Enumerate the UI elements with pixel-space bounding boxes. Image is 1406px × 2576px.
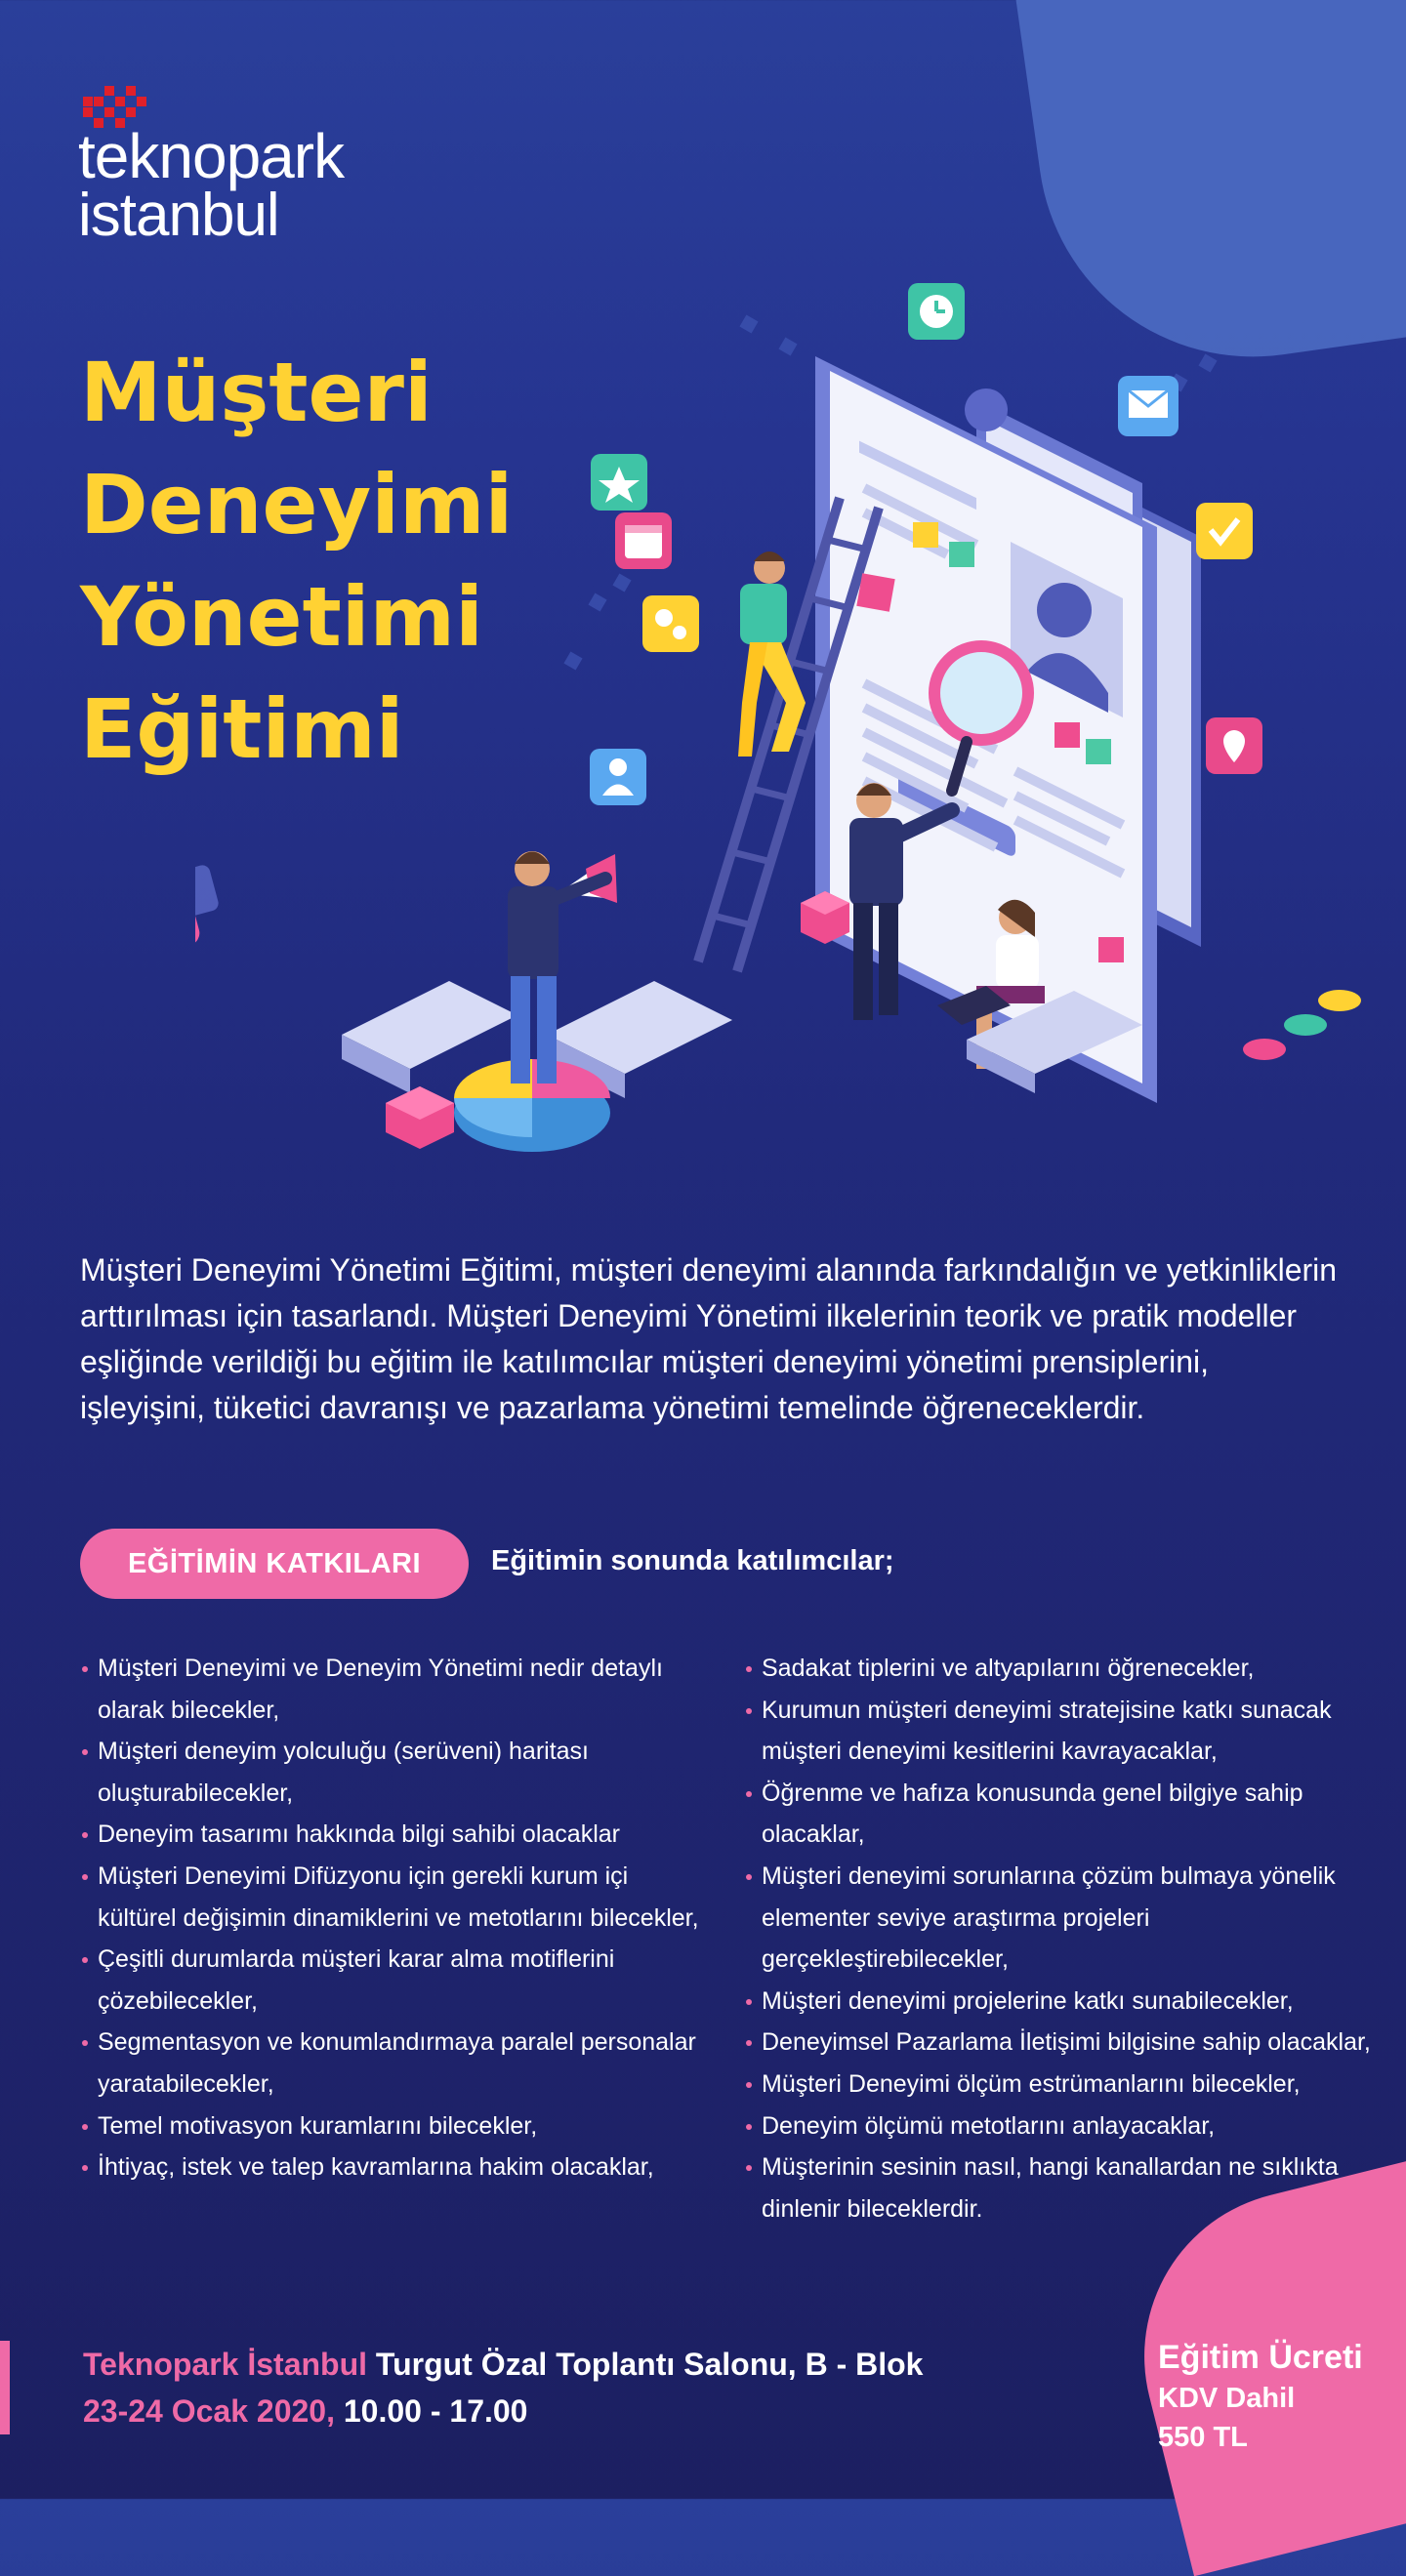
- list-item: Müşteri deneyimi sorunlarına çözüm bulmaya yönelik elementer seviye araştırma projeleri gerçekleştirebilecekler,: [744, 1856, 1379, 1981]
- list-item: Müşterinin sesinin nasıl, hangi kanallardan ne sıklıkta dinlenir bileceklerdir.: [744, 2147, 1379, 2229]
- event-location-line: [83, 2341, 923, 2388]
- title-line-4: Eğitimi: [80, 681, 404, 777]
- list-item: Temel motivasyon kuramlarını bilecekler,: [80, 2106, 705, 2147]
- list-item: Sadakat tiplerini ve altyapılarını öğrenecekler,: [744, 1648, 1379, 1690]
- contributions-list-right: [744, 1648, 1379, 2229]
- event-date-line: [83, 2388, 923, 2434]
- description-paragraph: Müşteri Deneyimi Yönetimi Eğitimi, müşteri deneyimi alanında farkındalığın ve yetkinliklerin arttırılması için tasarlandı. Müşteri Deneyimi Yönetimi ilkelerinin teorik ve pratik modeller eşliğinde verildiği bu eğitim ile katılımcılar müşteri deneyimi yönetimi prensiplerini, işleyişini, tüketici davranışı ve pazarlama yönetimi temelinde öğreneceklerdir.: [80, 1252, 1338, 1425]
- event-details: [83, 2341, 923, 2434]
- list-item: Kurumun müşteri deneyimi stratejisine katkı sunacak müşteri deneyimi kesitlerini kavrayacaklar,: [744, 1690, 1379, 1773]
- logo-text-teknopark: teknopark: [78, 121, 345, 191]
- title-line-3: Yönetimi: [80, 569, 483, 665]
- contributions-badge: EĞİTİMİN KATKILARI: [80, 1529, 469, 1599]
- event-time: 10.00 - 17.00: [343, 2393, 528, 2429]
- fee-vat: KDV Dahil: [1158, 2383, 1296, 2414]
- contributions-list-left: [80, 1648, 705, 2188]
- list-item: Deneyim ölçümü metotlarını anlayacaklar,: [744, 2106, 1379, 2147]
- logo-text-istanbul: istanbul: [78, 182, 279, 249]
- list-item: Deneyimsel Pazarlama İletişimi bilgisine sahip olacaklar,: [744, 2022, 1379, 2064]
- list-item: Müşteri Deneyimi Difüzyonu için gerekli kurum içi kültürel değişimin dinamiklerini ve metotlarını bilecekler,: [80, 1856, 705, 1939]
- footer-accent-bar: [0, 2341, 10, 2434]
- event-date: 23-24 Ocak 2020,: [83, 2393, 335, 2429]
- list-item: Müşteri deneyim yolculuğu (serüveni) haritası oluşturabilecekler,: [80, 1731, 705, 1814]
- venue-name: Turgut Özal Toplantı Salonu, B - Blok: [375, 2347, 924, 2382]
- list-item: Müşteri Deneyimi ve Deneyim Yönetimi nedir detaylı olarak bilecekler,: [80, 1648, 705, 1731]
- list-item: Segmentasyon ve konumlandırmaya paralel personalar yaratabilecekler,: [80, 2022, 705, 2105]
- contributions-intro: Eğitimin sonunda katılımcılar;: [491, 1545, 894, 1576]
- list-item: Müşteri deneyimi projelerine katkı sunabilecekler,: [744, 1981, 1379, 2023]
- title-line-2: Deneyimi: [80, 457, 514, 552]
- customer-experience-illustration: [195, 264, 1367, 1171]
- list-item: Öğrenme ve hafıza konusunda genel bilgiye sahip olacaklar,: [744, 1773, 1379, 1856]
- title-line-1: Müşteri: [80, 345, 433, 440]
- fee-price: 550 TL: [1158, 2422, 1248, 2453]
- fee-info: [1158, 2336, 1363, 2457]
- venue-brand: Teknopark İstanbul: [83, 2347, 368, 2382]
- fee-label: Eğitim Ücreti: [1158, 2339, 1363, 2376]
- list-item: Müşteri Deneyimi ölçüm estrümanlarını bilecekler,: [744, 2064, 1379, 2106]
- list-item: İhtiyaç, istek ve talep kavramlarına hakim olacaklar,: [80, 2147, 705, 2188]
- list-item: Deneyim tasarımı hakkında bilgi sahibi olacaklar: [80, 1814, 705, 1856]
- list-item: Çeşitli durumlarda müşteri karar alma motiflerini çözebilecekler,: [80, 1939, 705, 2022]
